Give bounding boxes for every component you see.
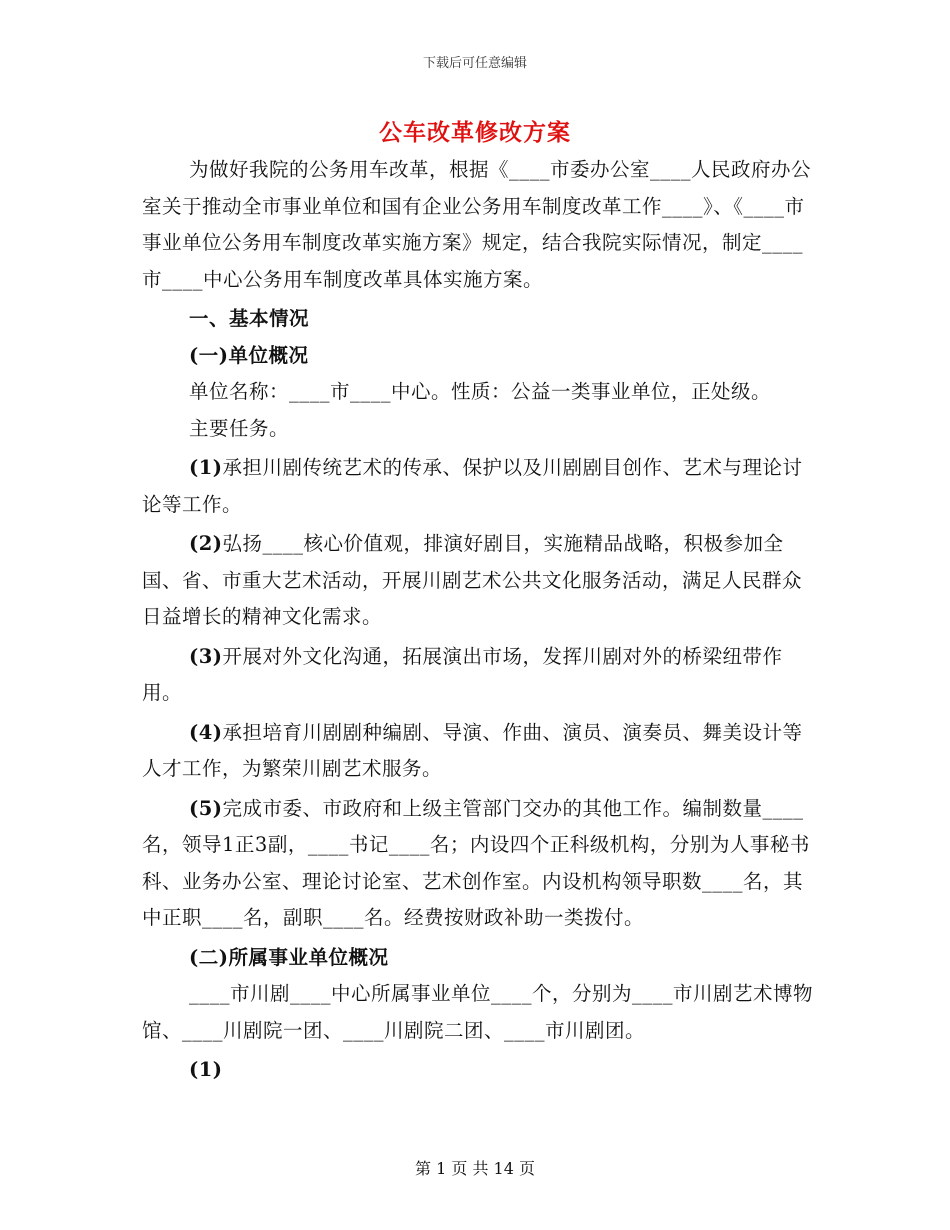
document-body xyxy=(142,152,814,1089)
task-number: (1) xyxy=(189,456,223,479)
task-text: 承担川剧传统艺术的传承、保护以及川剧剧目创作、艺术与理论讨论等工作。 xyxy=(142,456,803,516)
task-item xyxy=(142,526,814,636)
task-text: 承担培育川剧剧种编剧、导演、作曲、演员、演奏员、舞美设计等人才工作，为繁荣川剧艺术服务。 xyxy=(142,720,803,780)
subsection-heading-unit: (一)单位概况 xyxy=(189,343,309,367)
subsection-heading-affiliates: (二)所属事业单位概况 xyxy=(189,945,389,969)
document-title: 公车改革修改方案 xyxy=(379,119,571,146)
intro-paragraph: 为做好我院的公务用车改革，根据《____市委办公室____人民政府办公室关于推动全市事业单位和国有企业公务用车制度改革工作____》、《____市事业单位公务用车制度改革实施方案》规定，结合我院实际情况，制定____市____中心公务用车制度改革具体实施方案。 xyxy=(142,158,812,291)
task-number: (2) xyxy=(189,532,223,555)
section-heading-basic: 一、基本情况 xyxy=(189,307,310,330)
affiliates-paragraph: ____市川剧____中心所属事业单位____个，分别为____市川剧艺术博物馆、____川剧院一团、____川剧院二团、____市川剧团。 xyxy=(142,982,814,1042)
trailing-item-number xyxy=(142,1052,814,1089)
task-number: (5) xyxy=(189,796,223,820)
task-number: (3) xyxy=(189,644,223,668)
task-text: 完成市委、市政府和上级主管部门交办的其他工作。编制数量____名，领导1正3副，____书记____名；内设四个正科级机构，分别为人事秘书科、业务办公室、理论讨论室、艺术创作室。内设机构领导职数____名，其中正职____名，副职____名。经费按财政补助一类拨付。 xyxy=(142,796,810,929)
task-item xyxy=(142,450,814,523)
item-number: (1) xyxy=(189,1058,223,1081)
tasks-label: 主要任务。 xyxy=(189,416,290,440)
page-header: 下载后可任意编辑 xyxy=(422,56,527,71)
task-item xyxy=(142,639,814,712)
task-item xyxy=(142,791,814,937)
unit-name-line: 单位名称：____市____中心。性质：公益一类事业单位，正处级。 xyxy=(189,380,772,403)
page-footer: 第 1 页 共 14 页 xyxy=(415,1159,535,1178)
task-item xyxy=(142,715,814,788)
task-text: 弘扬____核心价值观，排演好剧目，实施精品战略，积极参加全国、省、市重大艺术活动，开展川剧艺术公共文化服务活动，满足人民群众日益增长的精神文化需求。 xyxy=(142,532,803,628)
task-text: 开展对外文化沟通，拓展演出市场，发挥川剧对外的桥梁纽带作用。 xyxy=(142,644,783,704)
task-number: (4) xyxy=(189,720,223,744)
